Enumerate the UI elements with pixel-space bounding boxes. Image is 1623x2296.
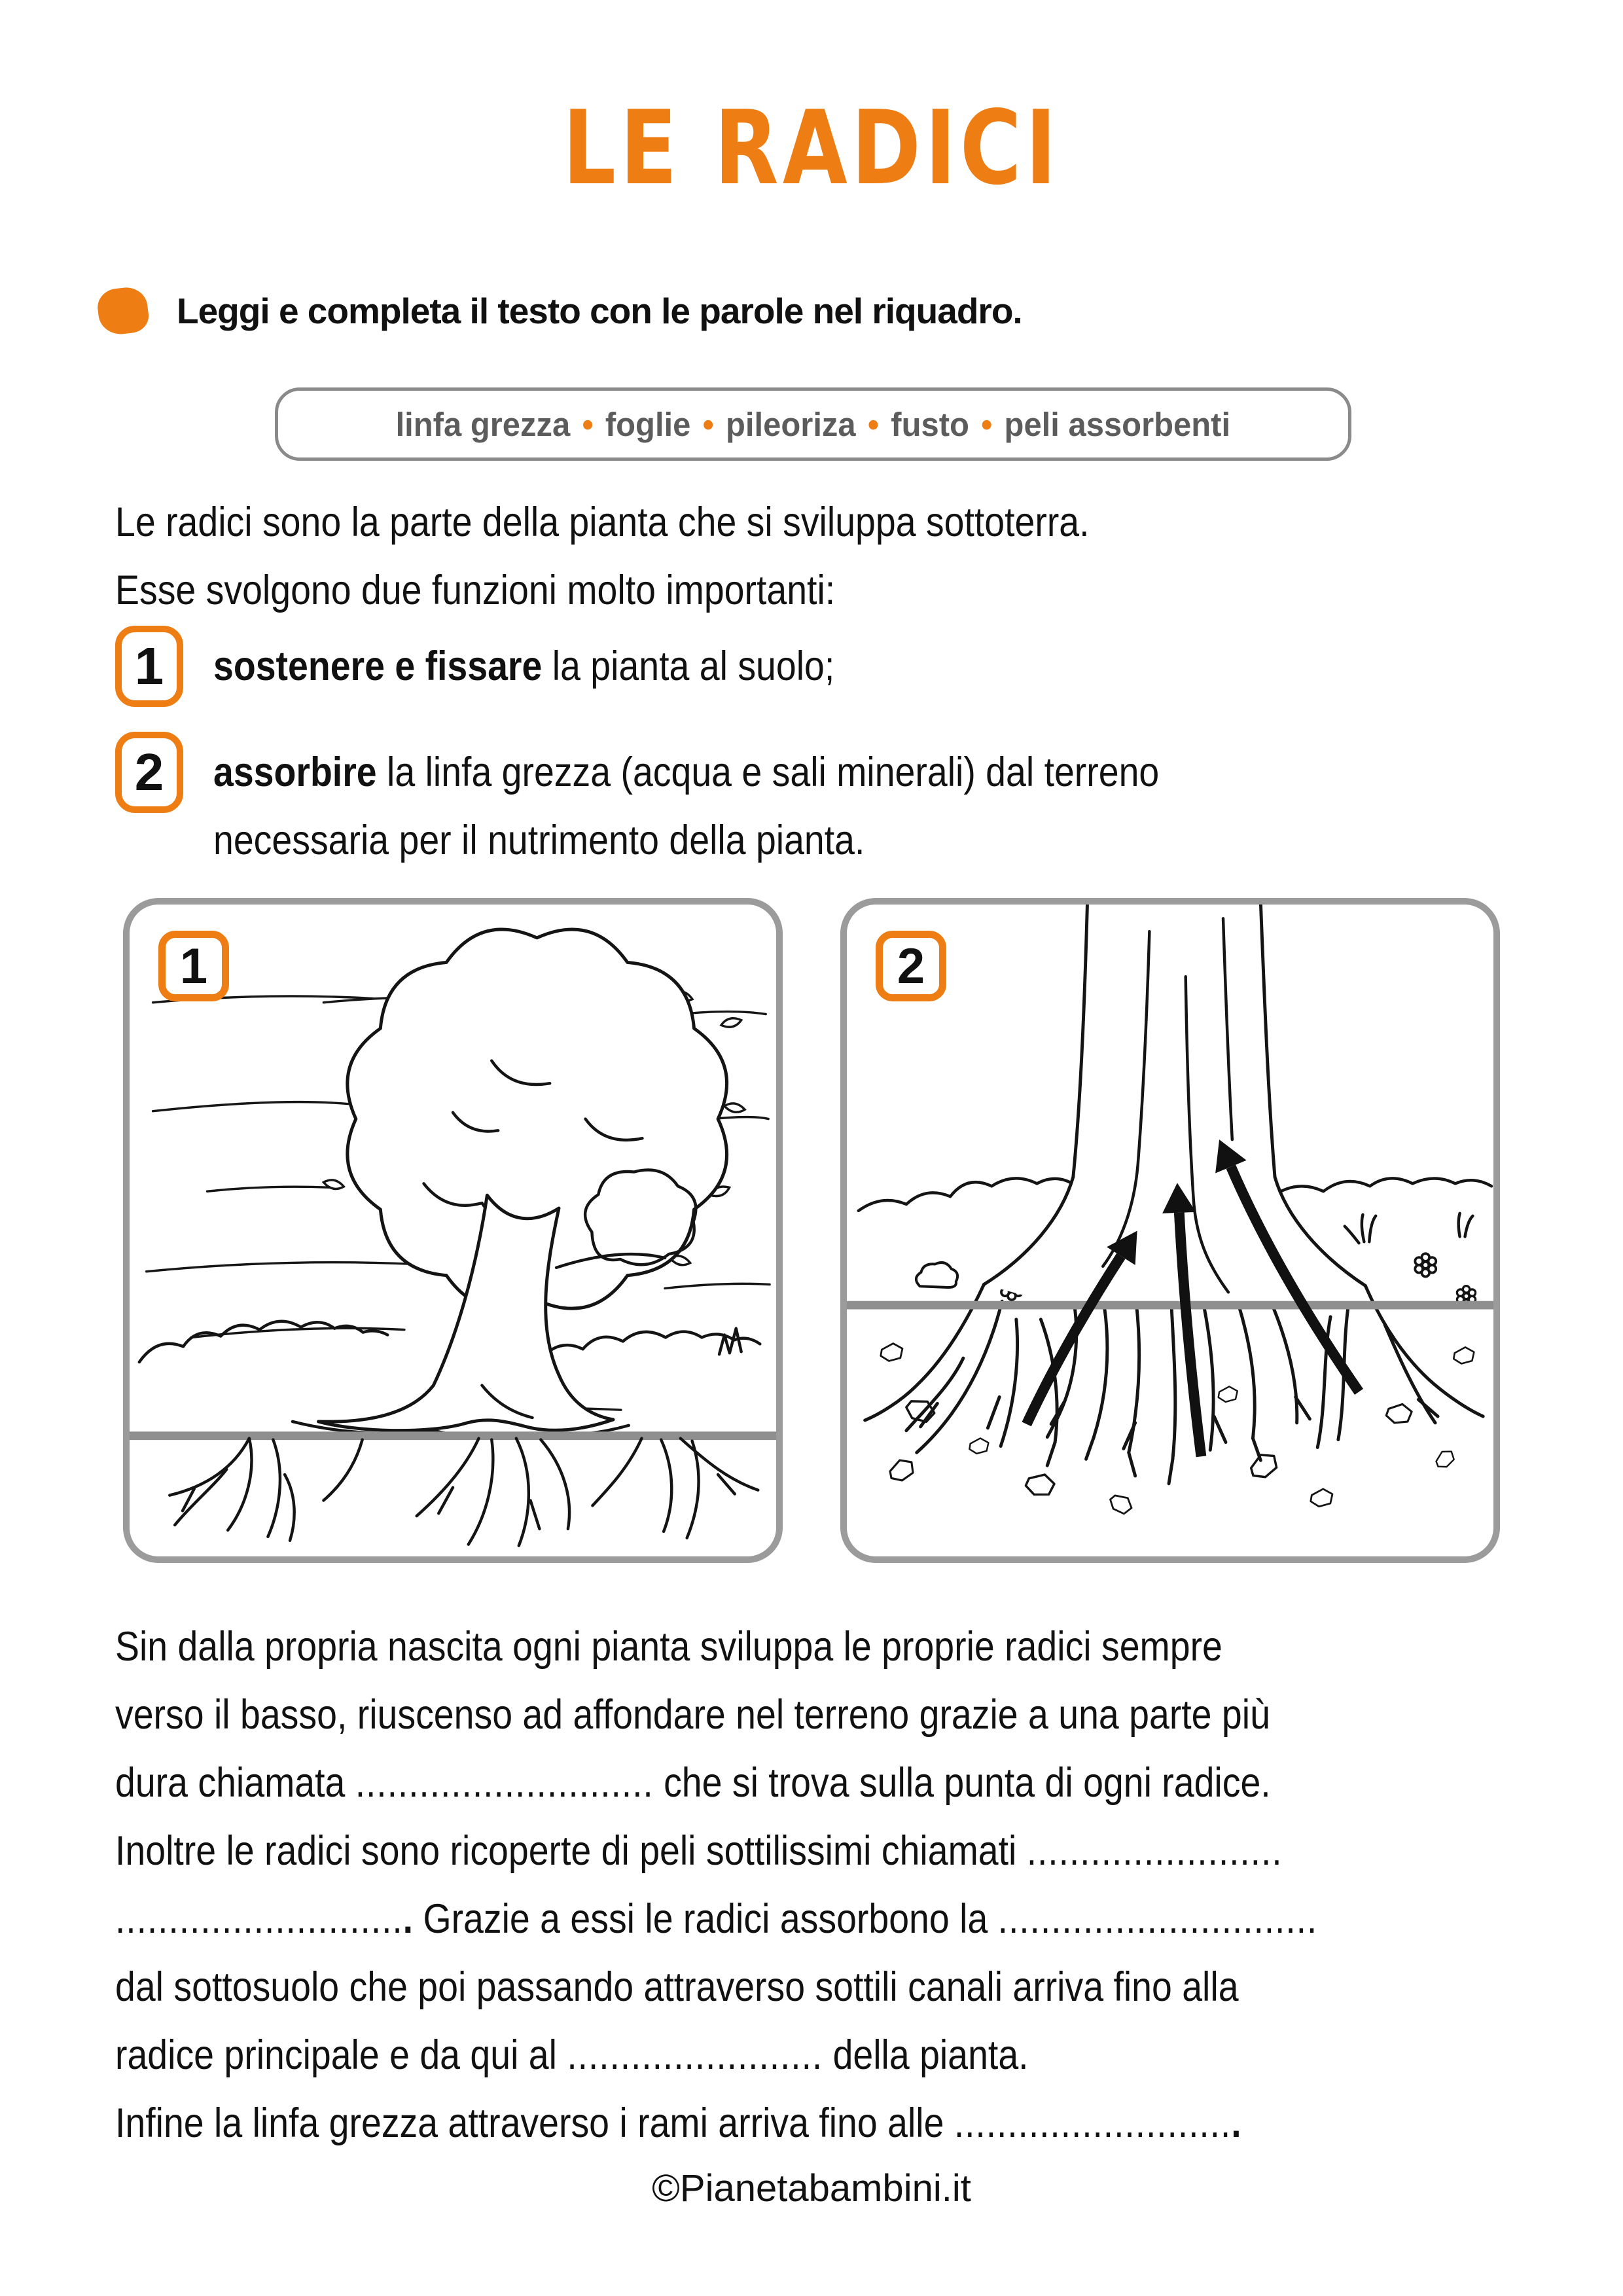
function-item-1 bbox=[115, 626, 919, 707]
tree-trunk-icon bbox=[984, 905, 1365, 1305]
roots-icon bbox=[865, 1284, 1484, 1483]
fill-blank-field: .......................... bbox=[954, 2100, 1232, 2146]
fill-text-segment: Infine la linfa grezza attraverso i rami arriva fino alle bbox=[115, 2100, 954, 2146]
fill-line bbox=[115, 1749, 1317, 1817]
stones-icon bbox=[881, 1344, 1474, 1518]
fill-line bbox=[115, 1817, 1317, 1885]
function-item-2-text: assorbire la linfa grezza (acqua e sali minerali) dal terreno necessaria per il nutrimento della pianta. bbox=[213, 749, 1160, 863]
word-bank-word: foglie bbox=[605, 405, 691, 443]
word-bank-words bbox=[396, 405, 1231, 444]
figure-roots-absorption bbox=[840, 898, 1500, 1563]
page-title: LE RADICI bbox=[562, 89, 1061, 208]
orange-marker-icon bbox=[96, 285, 151, 337]
fill-line bbox=[115, 1681, 1317, 1749]
figure-1-number-badge: 1 bbox=[158, 931, 229, 1001]
function-item-1-text: sostenere e fissare la pianta al suolo; bbox=[213, 643, 835, 689]
fill-line bbox=[115, 2089, 1317, 2157]
fill-line bbox=[115, 2021, 1317, 2089]
figure-2-number-badge: 2 bbox=[876, 931, 946, 1001]
fill-in-paragraph bbox=[115, 1613, 1317, 2157]
fill-blank-field: .............................. bbox=[997, 1896, 1318, 1942]
fill-text-segment: . bbox=[1231, 2100, 1241, 2146]
word-bank-word: linfa grezza bbox=[395, 405, 571, 443]
fill-text-segment: Sin dalla propria nascita ogni pianta sviluppa le proprie radici sempre bbox=[115, 1624, 1222, 1670]
fill-blank-field: ........................ bbox=[567, 2032, 823, 2078]
word-separator-bullet-icon: • bbox=[702, 405, 714, 443]
roots-icon bbox=[169, 1439, 758, 1546]
intro-paragraph bbox=[115, 488, 1090, 624]
fill-text-segment: radice principale e da qui al bbox=[115, 2032, 567, 2078]
footer-credit: ©Pianetabambini.it bbox=[652, 2167, 971, 2210]
number-badge-1: 1 bbox=[115, 626, 183, 707]
windy-tree-illustration bbox=[130, 905, 776, 1556]
figure-windy-tree bbox=[123, 898, 783, 1563]
word-bank-word: fusto bbox=[891, 405, 970, 443]
word-bank-word: peli assorbenti bbox=[1004, 405, 1231, 443]
word-separator-bullet-icon: • bbox=[582, 405, 594, 443]
intro-line: Esse svolgono due funzioni molto importanti: bbox=[115, 567, 836, 613]
word-bank-box bbox=[275, 387, 1351, 461]
fill-text-segment: verso il basso, riuscenso ad affondare nel terreno grazie a una parte più bbox=[115, 1692, 1270, 1738]
fill-blank-field: ............................ bbox=[355, 1760, 654, 1806]
fill-text-segment: dura chiamata bbox=[115, 1760, 355, 1806]
fill-line bbox=[115, 1953, 1317, 2021]
fill-text-segment: Inoltre le radici sono ricoperte di peli sottilissimi chiamati bbox=[115, 1828, 1027, 1874]
fill-blank-field: ........................ bbox=[1026, 1828, 1283, 1874]
fill-blank-field: ........................... bbox=[115, 1896, 403, 1942]
fill-text-segment: . bbox=[402, 1896, 414, 1942]
function-item-2 bbox=[115, 732, 1288, 874]
fill-line bbox=[115, 1613, 1317, 1681]
fill-line bbox=[115, 1885, 1317, 1953]
instruction-row bbox=[98, 288, 1022, 334]
roots-absorption-illustration bbox=[847, 905, 1493, 1556]
fill-text-segment: che si trova sulla punta di ogni radice. bbox=[653, 1760, 1271, 1806]
intro-line: Le radici sono la parte della pianta che si sviluppa sottoterra. bbox=[115, 499, 1090, 545]
word-separator-bullet-icon: • bbox=[981, 405, 993, 443]
word-bank-word: pileoriza bbox=[726, 405, 856, 443]
fill-text-segment: Grazie a essi le radici assorbono la bbox=[413, 1896, 998, 1942]
fill-text-segment: della pianta. bbox=[823, 2032, 1029, 2078]
fill-text-segment: dal sottosuolo che poi passando attraverso sottili canali arriva fino alla bbox=[115, 1964, 1239, 2010]
instruction-text: Leggi e completa il testo con le parole nel riquadro. bbox=[177, 291, 1022, 331]
number-badge-2: 2 bbox=[115, 732, 183, 813]
word-separator-bullet-icon: • bbox=[868, 405, 880, 443]
